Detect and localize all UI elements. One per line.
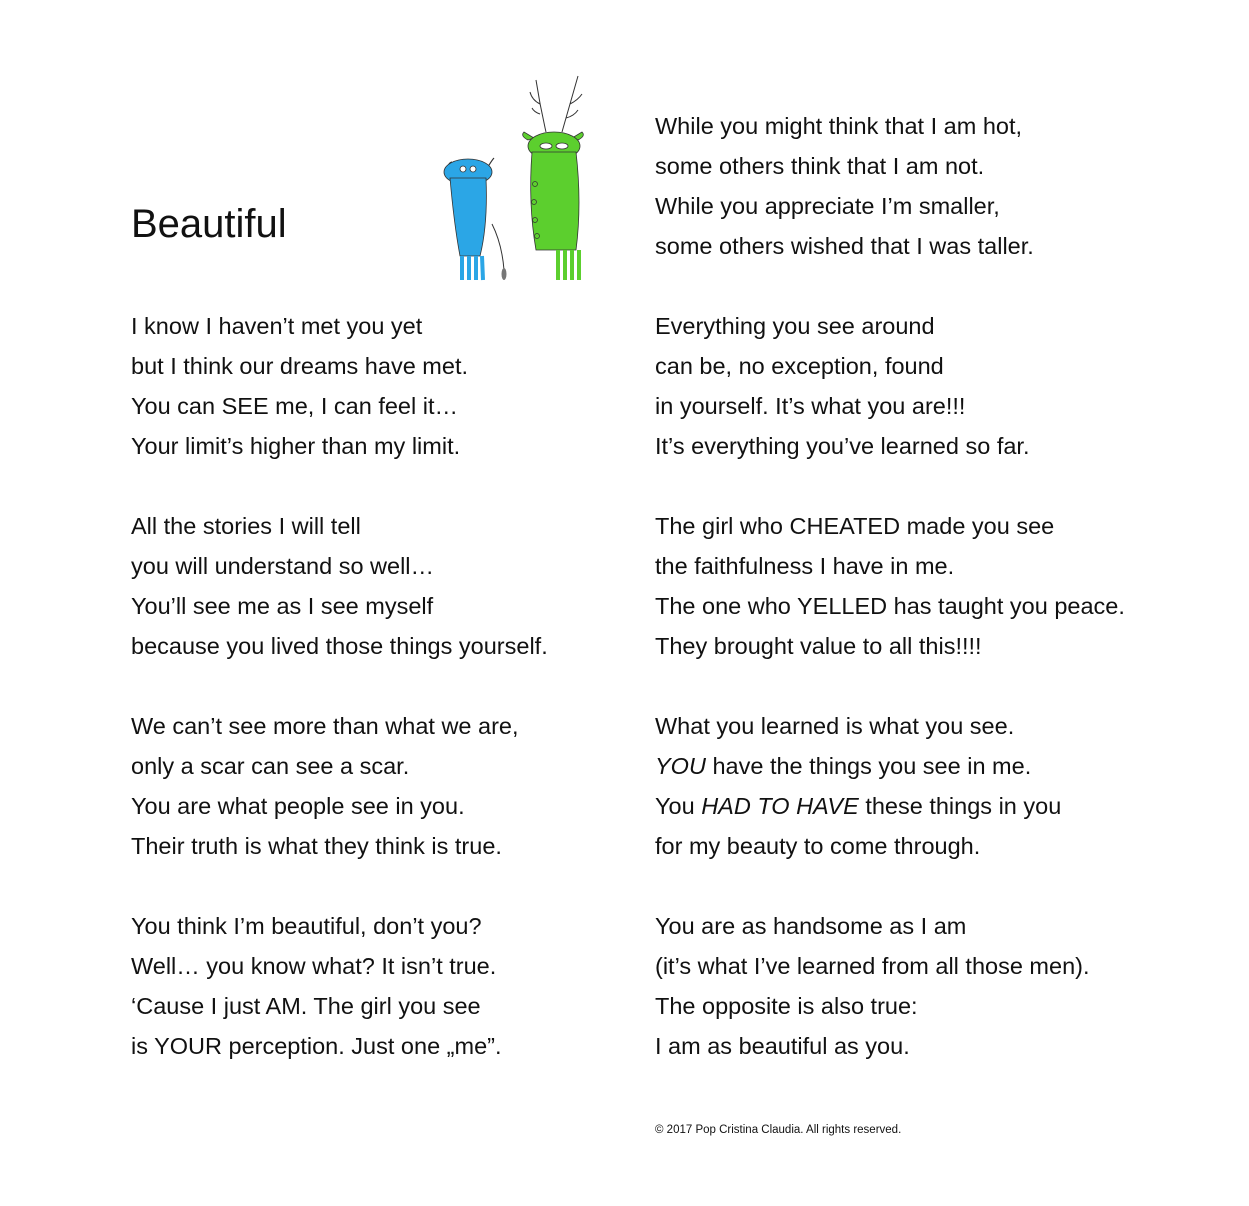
poem-line: can be, no exception, found xyxy=(655,353,944,379)
poem-line: Their truth is what they think is true. xyxy=(131,833,502,859)
poem-line: While you might think that I am hot, xyxy=(655,113,1023,139)
green-reindeer-icon xyxy=(523,76,584,280)
poem-line: Your limit’s higher than my limit. xyxy=(131,433,461,459)
poem-line: We can’t see more than what we are, xyxy=(131,713,519,739)
poem-line: I am as beautiful as you. xyxy=(655,1033,910,1059)
poem-line: in yourself. It’s what you are!!! xyxy=(655,393,966,419)
poem-line: The girl who CHEATED made you see xyxy=(655,513,1055,539)
poem-line: because you lived those things yourself. xyxy=(131,633,548,659)
poem-line: It’s everything you’ve learned so far. xyxy=(655,433,1030,459)
poem-line-text: You xyxy=(655,793,695,819)
poem-line: is YOUR perception. Just one „me”. xyxy=(131,1033,502,1059)
poem-line: Everything you see around xyxy=(655,313,935,339)
poem-line: you will understand so well… xyxy=(131,553,435,579)
poem-line: The one who YELLED has taught you peace. xyxy=(655,593,1125,619)
poem-line: The opposite is also true: xyxy=(655,993,918,1019)
blue-creature-icon xyxy=(444,158,507,280)
poem-line xyxy=(655,792,1061,820)
poem-line: You think I’m beautiful, don’t you? xyxy=(131,913,482,939)
poem-line: some others think that I am not. xyxy=(655,153,985,179)
poem-line: for my beauty to come through. xyxy=(655,833,981,859)
poem-title: Beautiful xyxy=(131,202,287,246)
poem-line: What you learned is what you see. xyxy=(655,713,1015,739)
creatures-illustration xyxy=(436,74,596,290)
poem-line: All the stories I will tell xyxy=(131,513,361,539)
emphasis-you: YOU xyxy=(655,753,706,779)
poem-line: You are what people see in you. xyxy=(131,793,465,819)
poem-line: You can SEE me, I can feel it… xyxy=(131,393,459,419)
poem-line-text: these things in you xyxy=(865,793,1062,819)
poem-line: You’ll see me as I see myself xyxy=(131,593,434,619)
poem-line: the faithfulness I have in me. xyxy=(655,553,955,579)
poem-line: Well… you know what? It isn’t true. xyxy=(131,953,497,979)
poem-line: They brought value to all this!!!! xyxy=(655,633,982,659)
poem-line: ‘Cause I just AM. The girl you see xyxy=(131,993,481,1019)
poem-line: I know I haven’t met you yet xyxy=(131,313,423,339)
poem-line: You are as handsome as I am xyxy=(655,913,967,939)
poem-line-text: have the things you see in me. xyxy=(712,753,1032,779)
poem-line: (it’s what I’ve learned from all those men). xyxy=(655,953,1090,979)
poem-line: only a scar can see a scar. xyxy=(131,753,410,779)
poem-line: but I think our dreams have met. xyxy=(131,353,468,379)
poem-line: While you appreciate I’m smaller, xyxy=(655,193,1000,219)
poem-line: some others wished that I was taller. xyxy=(655,233,1034,259)
poem-line xyxy=(655,752,1031,780)
copyright-notice: © 2017 Pop Cristina Claudia. All rights reserved. xyxy=(655,1124,902,1136)
emphasis-had-to-have: HAD TO HAVE xyxy=(701,793,859,819)
